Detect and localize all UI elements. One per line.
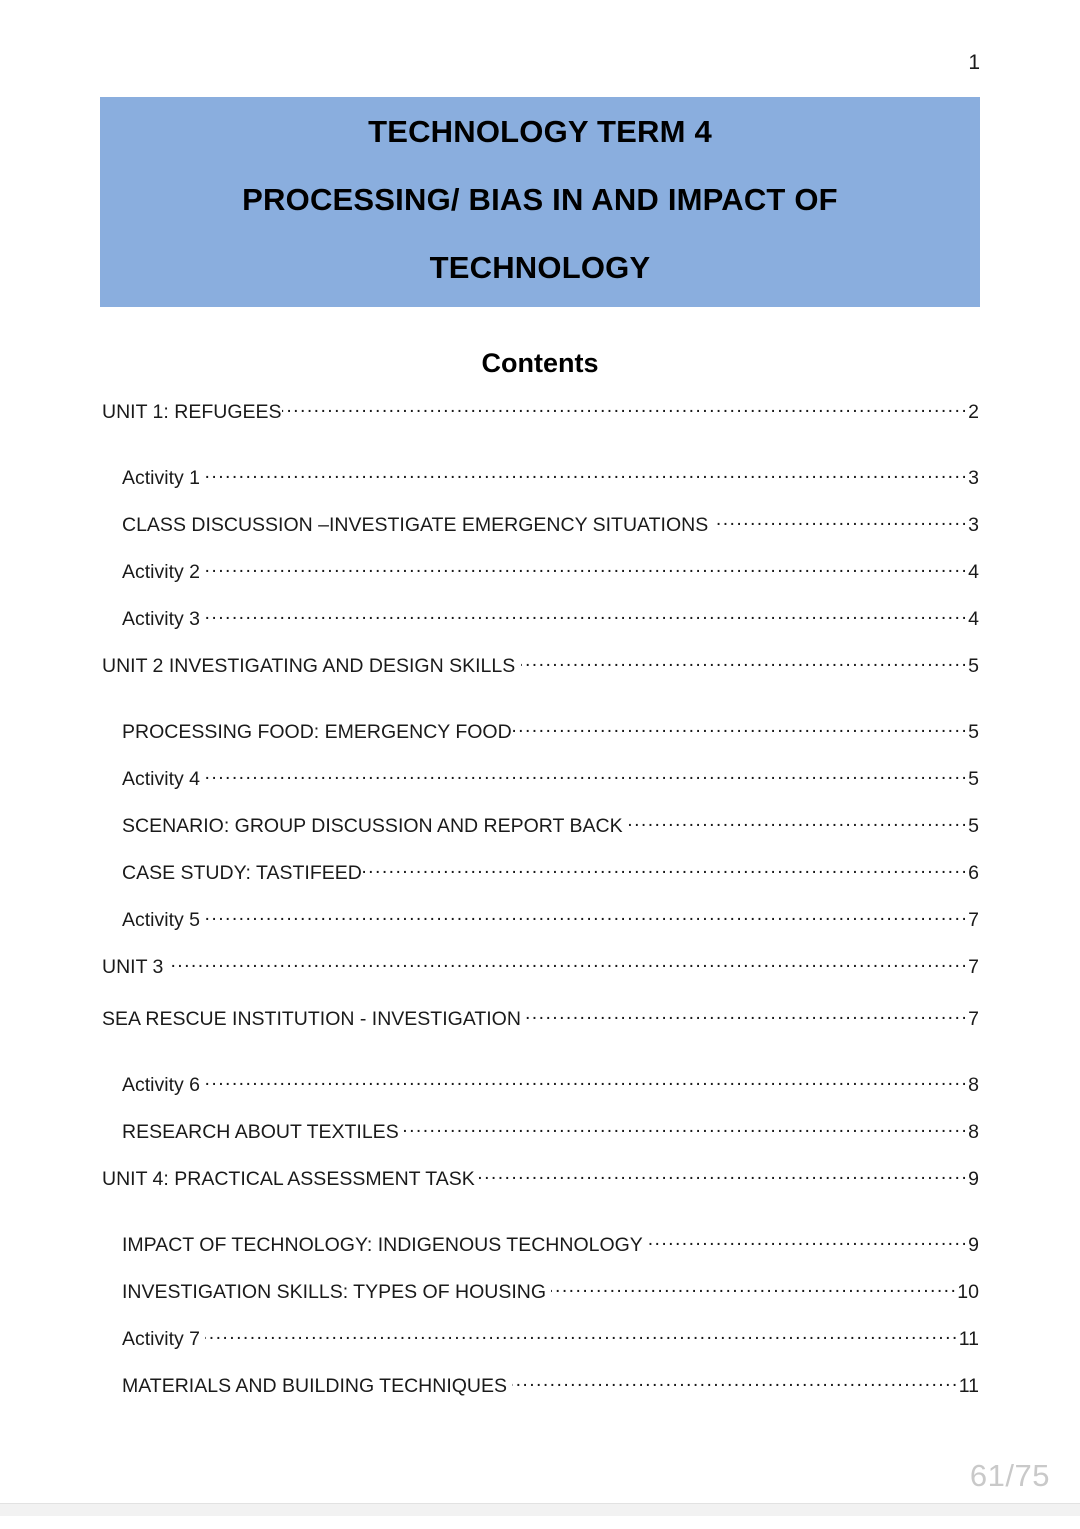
toc-entry[interactable] [122,1372,979,1400]
toc-leader-dots [521,652,969,672]
toc-entry[interactable] [102,953,979,981]
toc-entry-page-number: 9 [968,1233,979,1256]
toc-entry-label: CLASS DISCUSSION –INVESTIGATE EMERGENCY SITUATIONS [122,513,709,536]
toc-leader-dots [205,464,968,484]
toc-entry-page-number: 11 [958,1327,979,1350]
toc-entry-label: RESEARCH ABOUT TEXTILES [122,1120,399,1143]
toc-entry-page-number: 3 [968,513,979,536]
contents-heading: Contents [481,348,599,378]
toc-entry-page-number: 3 [968,466,979,489]
toc-entry[interactable] [102,652,979,680]
toc-entry-page-number: 5 [968,720,979,743]
toc-leader-dots [526,1005,968,1025]
toc-entry-page-number: 10 [957,1280,979,1303]
viewer-page-indicator: 61/75 [969,1458,1050,1493]
toc-entry-label: CASE STUDY: TASTIFEED [122,861,362,884]
toc-entry[interactable] [122,558,979,586]
toc-entry-label: Activity 5 [122,908,201,931]
title-banner [100,97,980,307]
toc-leader-dots [628,812,968,832]
toc-entry-label: UNIT 4: PRACTICAL ASSESSMENT TASK [102,1167,475,1190]
toc-entry[interactable] [102,1005,979,1033]
toc-entry-page-number: 8 [968,1073,979,1096]
toc-leader-dots [551,1278,957,1298]
toc-entry-label: Activity 1 [122,466,201,489]
toc-leader-dots [648,1231,968,1251]
toc-entry-page-number: 5 [968,654,979,677]
toc-entry-label: IMPACT OF TECHNOLOGY: INDIGENOUS TECHNOLOGY [122,1233,643,1256]
toc-entry-label: UNIT 3 [102,955,164,978]
toc-entry[interactable] [122,718,979,746]
toc-leader-dots [205,1325,958,1345]
toc-entry[interactable] [102,398,979,426]
toc-leader-dots [205,906,968,926]
toc-entry-page-number: 7 [968,955,979,978]
toc-leader-dots [362,859,968,879]
toc-entry-page-number: 4 [968,607,979,630]
title-line-1: TECHNOLOGY TERM 4 [368,114,712,149]
toc-entry-page-number: 6 [968,861,979,884]
toc-entry[interactable] [122,812,979,840]
toc-entry-label: UNIT 2 INVESTIGATING AND DESIGN SKILLS [102,654,516,677]
toc-leader-dots [205,765,968,785]
toc-leader-dots [205,558,968,578]
toc-entry-page-number: 4 [968,560,979,583]
toc-leader-dots [205,605,968,625]
toc-entry[interactable] [122,1071,979,1099]
toc-entry-label: MATERIALS AND BUILDING TECHNIQUES [122,1374,508,1397]
toc-entry-label: PROCESSING FOOD: EMERGENCY FOOD [122,720,512,743]
toc-entry-page-number: 7 [968,908,979,931]
toc-entry[interactable] [122,859,979,887]
toc-entry-label: Activity 7 [122,1327,201,1350]
toc-entry[interactable] [122,511,979,539]
toc-entry[interactable] [122,1278,979,1306]
toc-entry-label: SEA RESCUE INSTITUTION - INVESTIGATION [102,1007,521,1030]
toc-leader-dots [205,1071,968,1091]
toc-entry-page-number: 9 [968,1167,979,1190]
toc-leader-dots [282,398,969,418]
toc-entry-page-number: 5 [968,767,979,790]
toc-leader-dots [512,718,968,738]
toc-entry-label: Activity 2 [122,560,201,583]
toc-entry-label: SCENARIO: GROUP DISCUSSION AND REPORT BACK [122,814,623,837]
toc-entry[interactable] [122,605,979,633]
viewer-bottom-strip [0,1504,1080,1516]
toc-entry[interactable] [122,1118,979,1146]
toc-leader-dots [475,1165,968,1185]
table-of-contents [102,398,979,1400]
toc-entry[interactable] [122,765,979,793]
page-number-header: 1 [968,51,980,74]
toc-entry[interactable] [122,906,979,934]
toc-entry-label: Activity 3 [122,607,201,630]
toc-entry-page-number: 8 [968,1120,979,1143]
toc-entry-label: Activity 6 [122,1073,201,1096]
toc-entry-page-number: 11 [958,1374,979,1397]
toc-leader-dots [714,511,969,531]
toc-leader-dots [512,1372,958,1392]
toc-entry-page-number: 7 [968,1007,979,1030]
toc-entry[interactable] [122,464,979,492]
title-line-3: TECHNOLOGY [429,250,651,285]
toc-entry[interactable] [122,1231,979,1259]
toc-entry[interactable] [102,1165,979,1193]
toc-entry-page-number: 2 [968,400,979,423]
toc-entry-page-number: 5 [968,814,979,837]
toc-entry-label: Activity 4 [122,767,201,790]
toc-entry[interactable] [122,1325,979,1353]
toc-entry-label: INVESTIGATION SKILLS: TYPES OF HOUSING [122,1280,547,1303]
toc-entry-label: UNIT 1: REFUGEES [102,400,282,423]
title-line-2: PROCESSING/ BIAS IN AND IMPACT OF [242,182,838,217]
toc-leader-dots [169,953,968,973]
toc-leader-dots [404,1118,968,1138]
